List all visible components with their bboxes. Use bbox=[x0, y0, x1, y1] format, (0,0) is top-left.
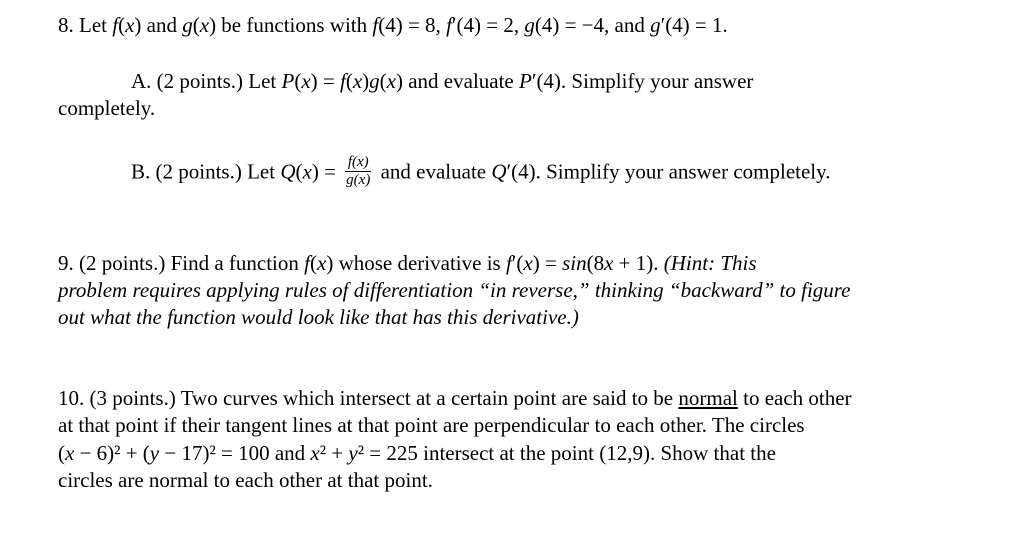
math-x: x bbox=[310, 441, 320, 465]
math-f: f bbox=[304, 251, 310, 275]
text: ) = bbox=[532, 251, 563, 275]
math-f: f bbox=[446, 13, 452, 37]
text: A. (2 points.) Let bbox=[131, 69, 282, 93]
math-x: x bbox=[125, 13, 135, 37]
math-f: f bbox=[505, 251, 512, 275]
math-y: y bbox=[149, 441, 160, 465]
hint-text: problem requires applying rules of differentiation “in reverse,” thinking “backward” to figure bbox=[58, 278, 851, 302]
problem-9-line-1 bbox=[58, 250, 757, 277]
math-g: g bbox=[182, 13, 193, 37]
fraction-numerator: f(x) bbox=[345, 154, 371, 172]
math-y: y bbox=[348, 441, 358, 465]
problem-10-line-3 bbox=[58, 440, 776, 467]
problem-10-line-2 bbox=[58, 412, 805, 439]
text: ) be functions with bbox=[209, 13, 373, 37]
fraction-denominator: g(x) bbox=[346, 172, 371, 188]
underlined-term: normal bbox=[678, 386, 738, 410]
problem-10-line-4 bbox=[58, 467, 433, 494]
text: ( bbox=[345, 69, 353, 93]
text: ² = 225 intersect at the point (12,9). Show that the bbox=[357, 441, 776, 465]
math-f: f bbox=[372, 13, 379, 37]
math-sin: sin bbox=[562, 251, 587, 275]
text: 9. (2 points.) Find a function bbox=[58, 251, 305, 275]
math-x: x bbox=[302, 159, 312, 184]
text: − 6)² + ( bbox=[74, 441, 150, 465]
math-x: x bbox=[65, 441, 75, 465]
text: − 17)² = 100 and bbox=[159, 441, 311, 465]
text: ( bbox=[379, 69, 387, 93]
problem-9-line-3 bbox=[58, 304, 579, 331]
problem-8a-line-2 bbox=[58, 95, 155, 122]
text: 8. Let bbox=[58, 13, 113, 37]
text: (4) = 8, bbox=[378, 13, 447, 37]
text: ′(4). Simplify your answer completely. bbox=[506, 159, 831, 184]
text: ) = bbox=[310, 69, 340, 93]
math-x: x bbox=[604, 251, 614, 275]
problem-9-line-2 bbox=[58, 277, 851, 304]
math-g: g bbox=[524, 13, 535, 37]
math-x: x bbox=[386, 69, 396, 93]
math-x: x bbox=[352, 69, 363, 93]
text: ) and evaluate bbox=[395, 69, 520, 93]
math-g: g bbox=[369, 69, 380, 93]
math-f: f bbox=[339, 69, 346, 93]
math-Q: Q bbox=[280, 159, 296, 184]
fraction bbox=[345, 154, 371, 189]
text: ′(4) = 2, bbox=[451, 13, 525, 37]
text: ′(4) = 1. bbox=[660, 13, 728, 37]
math-x: x bbox=[523, 251, 533, 275]
math-P: P bbox=[281, 69, 295, 93]
math-x: x bbox=[301, 69, 311, 93]
text: circles are normal to each other at that point. bbox=[58, 468, 433, 492]
text: to each other bbox=[737, 386, 852, 410]
text: ( bbox=[310, 251, 317, 275]
text: ) whose derivative is bbox=[326, 251, 506, 275]
problem-10-line-1 bbox=[58, 385, 852, 412]
text: and evaluate bbox=[375, 159, 492, 184]
problem-8b bbox=[131, 156, 831, 191]
problem-8a-line-1 bbox=[131, 68, 753, 95]
text: B. (2 points.) Let bbox=[131, 159, 281, 184]
text: ( bbox=[294, 69, 302, 93]
text: ) and bbox=[134, 13, 183, 37]
text: ′(4). Simplify your answer bbox=[531, 69, 754, 93]
text: 10. (3 points.) Two curves which intersect at a certain point are said to be bbox=[58, 386, 679, 410]
text: ² + bbox=[319, 441, 349, 465]
math-x: x bbox=[317, 251, 327, 275]
hint-text: (Hint: This bbox=[663, 251, 757, 275]
problem-8-intro bbox=[58, 12, 728, 39]
text: completely. bbox=[58, 96, 156, 120]
text: (8 bbox=[586, 251, 605, 275]
hint-text: out what the function would look like that has this derivative.) bbox=[58, 305, 579, 329]
math-P: P bbox=[519, 69, 532, 93]
text: ) bbox=[362, 69, 370, 93]
text: + 1). bbox=[613, 251, 664, 275]
text: ( bbox=[58, 441, 65, 465]
text: ( bbox=[118, 13, 126, 37]
text: ) = bbox=[311, 159, 342, 184]
text: ′( bbox=[511, 251, 524, 275]
text: ( bbox=[295, 159, 303, 184]
math-g: g bbox=[650, 13, 661, 37]
text: (4) = −4, and bbox=[534, 13, 651, 37]
math-x: x bbox=[199, 13, 210, 37]
text: at that point if their tangent lines at that point are perpendicular to each other. The circles bbox=[58, 413, 805, 437]
text: ( bbox=[192, 13, 200, 37]
math-Q: Q bbox=[491, 159, 507, 184]
math-f: f bbox=[112, 13, 119, 37]
